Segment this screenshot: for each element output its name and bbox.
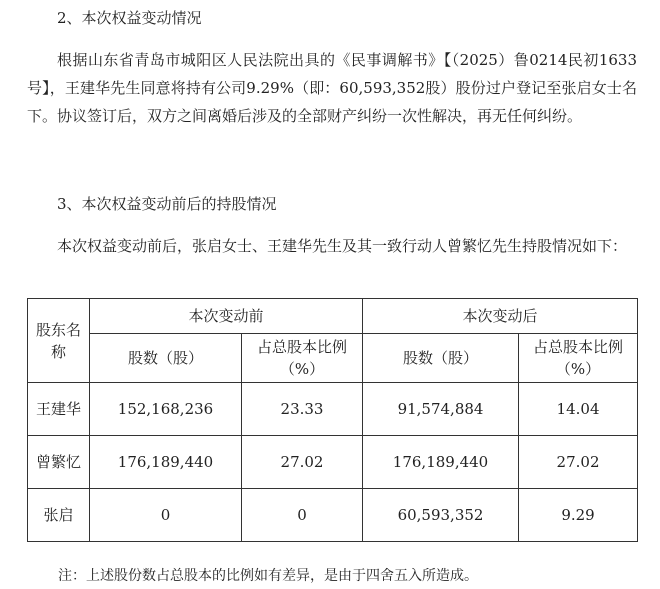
table-header-row <box>28 299 638 334</box>
section-2-paragraph: 根据山东省青岛市城阳区人民法院出具的《民事调解书》【（2025）鲁0214民初1633号】，王建华先生同意将持有公司9.29%（即：60,593,352股）股份过户登记至张启女士名下。协议签订后，双方之间离婚后涉及的全部财产纠纷一次性解决，再无任何纠纷。 <box>27 51 637 125</box>
table-row <box>28 383 638 436</box>
cell-after-ratio: 27.02 <box>519 436 638 489</box>
cell-before-shares: 176,189,440 <box>90 436 242 489</box>
header-after-change: 本次变动后 <box>363 299 638 334</box>
header-after-shares: 股数（股） <box>363 334 519 383</box>
cell-name: 曾繁忆 <box>28 436 90 489</box>
cell-before-ratio: 27.02 <box>242 436 363 489</box>
cell-before-shares: 0 <box>90 489 242 542</box>
header-after-ratio: 占总股本比例（%） <box>519 334 638 383</box>
cell-before-ratio: 23.33 <box>242 383 363 436</box>
cell-before-shares: 152,168,236 <box>90 383 242 436</box>
section-3-heading: 3、本次权益变动前后的持股情况 <box>57 195 277 213</box>
header-shareholder-name: 股东名称 <box>28 299 90 383</box>
table-footnote: 注：上述股份数占总股本的比例如有差异，是由于四舍五入所造成。 <box>58 568 478 584</box>
cell-name: 张启 <box>28 489 90 542</box>
cell-after-shares: 91,574,884 <box>363 383 519 436</box>
section-3-paragraph: 本次权益变动前后，张启女士、王建华先生及其一致行动人曾繁忆先生持股情况如下： <box>57 237 628 255</box>
header-before-ratio: 占总股本比例（%） <box>242 334 363 383</box>
cell-name: 王建华 <box>28 383 90 436</box>
cell-after-shares: 176,189,440 <box>363 436 519 489</box>
cell-before-ratio: 0 <box>242 489 363 542</box>
cell-after-ratio: 9.29 <box>519 489 638 542</box>
table-row <box>28 436 638 489</box>
header-before-shares: 股数（股） <box>90 334 242 383</box>
shareholding-table <box>27 298 638 542</box>
header-before-change: 本次变动前 <box>90 299 363 334</box>
table-row <box>28 489 638 542</box>
section-2-heading: 2、本次权益变动情况 <box>57 9 202 27</box>
cell-after-shares: 60,593,352 <box>363 489 519 542</box>
table-subheader-row <box>28 334 638 383</box>
cell-after-ratio: 14.04 <box>519 383 638 436</box>
